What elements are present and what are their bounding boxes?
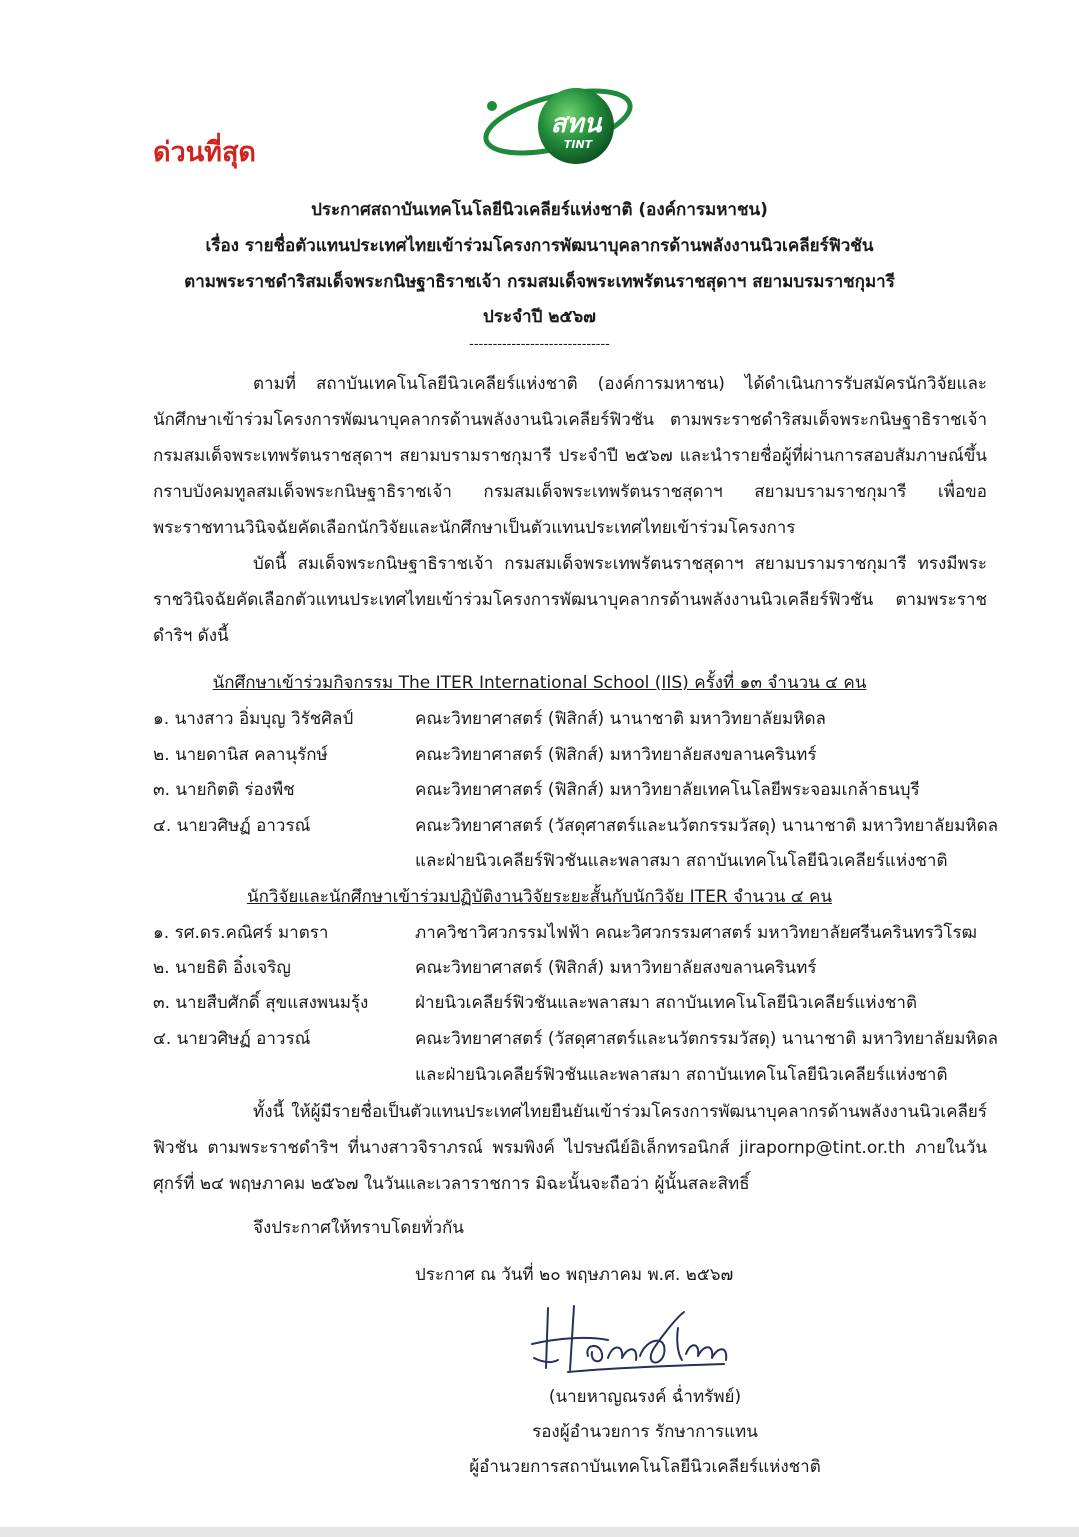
- tint-logo: [478, 80, 638, 170]
- group2-member: ๔. นายวศิษฏ์ อาวรณ์ คณะวิทยาศาสตร์ (วัสดุศาสตร์และนวัตกรรมวัสดุ) นานาชาติ มหาวิทยาลัยมหิดล: [153, 1029, 999, 1049]
- header-line-2: เรื่อง รายชื่อตัวแทนประเทศไทยเข้าร่วมโครงการพัฒนาบุคลากรด้านพลังงานนิวเคลียร์ฟิวชัน: [205, 236, 874, 256]
- announce-date: ประกาศ ณ วันที่ ๒๐ พฤษภาคม พ.ศ. ๒๕๖๗: [415, 1265, 734, 1285]
- announce-line: จึงประกาศให้ทราบโดยทั่วกัน: [253, 1218, 464, 1238]
- body-paragraph-2: บัดนี้ สมเด็จพระกนิษฐาธิราชเจ้า กรมสมเด็จพระเทพรัตนราชสุดาฯ สยามบรามราชกุมารี ทรงมีพระราชวินิจฉัยคัดเลือกตัวแทนประเทศไทยเข้าร่วมโครงการพัฒนาบุคลากรด้านพลังงานนิวเคลียร์ฟิวชัน ตามพระราชดำริฯ ดังนี้: [153, 554, 987, 646]
- header-line-3: ตามพระราชดำริสมเด็จพระกนิษฐาธิราชเจ้า กรมสมเด็จพระเทพรัตนราชสุดาฯ สยามบรมราชกุมารี: [184, 272, 895, 292]
- signature-image: [528, 1298, 738, 1384]
- group1-member: ๑. นางสาว อิ่มบุญ วิรัชศิลป์ คณะวิทยาศาสตร์ (ฟิสิกส์) นานาชาติ มหาวิทยาลัยมหิดล: [153, 709, 826, 729]
- page-bottom-edge: [0, 1527, 1079, 1537]
- header-divider: ------------------------------: [469, 337, 610, 352]
- group1-title: นักศึกษาเข้าร่วมกิจกรรม The ITER International School (IIS) ครั้งที่ ๑๓ จำนวน ๔ คน: [212, 673, 867, 693]
- header-line-1: ประกาศสถาบันเทคโนโลยีนิวเคลียร์แห่งชาติ (องค์การมหาชน): [311, 200, 768, 220]
- body-paragraph-1: ตามที่ สถาบันเทคโนโลยีนิวเคลียร์แห่งชาติ (องค์การมหาชน) ได้ดำเนินการรับสมัครนักวิจัยและนักศึกษาเข้าร่วมโครงการพัฒนาบุคลากรด้านพลังงานนิวเคลียร์ฟิวชัน ตามพระราชดำริสมเด็จพระกนิษฐาธิราชเจ้า กรมสมเด็จพระเทพรัตนราชสุดาฯ สยามบรามราชกุมารี ประจำปี ๒๕๖๗ และนำรายชื่อผู้ที่ผ่านการสอบสัมภาษณ์ขึ้นกราบบังคมทูลสมเด็จพระกนิษฐาธิราชเจ้า กรมสมเด็จพระเทพรัตนราชสุดาฯ สยามบรามราชกุมารี เพื่อขอพระราชทานวินิจฉัยคัดเลือกนักวิจัยและนักศึกษาเป็นตัวแทนประเทศไทยเข้าร่วมโครงการ: [153, 374, 987, 538]
- logo-english-text: TINT: [563, 138, 593, 151]
- header-line-4: ประจำปี ๒๕๖๗: [483, 307, 596, 327]
- group1-member-affiliation-cont: และฝ่ายนิวเคลียร์ฟิวชันและพลาสมา สถาบันเทคโนโลยีนิวเคลียร์แห่งชาติ: [415, 851, 948, 871]
- group2-title: นักวิจัยและนักศึกษาเข้าร่วมปฏิบัติงานวิจัยระยะสั้นกับนักวิจัย ITER จำนวน ๔ คน: [246, 887, 832, 907]
- group1-member: ๓. นายกิตติ ร่องพืช คณะวิทยาศาสตร์ (ฟิสิกส์) มหาวิทยาลัยเทคโนโลยีพระจอมเกล้าธนบุรี: [153, 780, 920, 800]
- logo-thai-text: สทน: [550, 109, 602, 139]
- signatory-title-2: ผู้อำนวยการสถาบันเทคโนโลยีนิวเคลียร์แห่งชาติ: [469, 1457, 821, 1477]
- group2-member: ๒. นายธิติ อิ๋งเจริญ คณะวิทยาศาสตร์ (ฟิสิกส์) มหาวิทยาลัยสงขลานครินทร์: [153, 958, 817, 978]
- group2-member-affiliation-cont: และฝ่ายนิวเคลียร์ฟิวชันและพลาสมา สถาบันเทคโนโลยีนิวเคลียร์แห่งชาติ: [415, 1065, 948, 1085]
- group2-member: ๑. รศ.ดร.คณิศร์ มาตรา ภาควิชาวิศวกรรมไฟฟ้า คณะวิศวกรรมศาสตร์ มหาวิทยาลัยศรีนครินทรวิโรฒ: [153, 923, 977, 943]
- urgent-label: ด่วนที่สุด: [153, 137, 256, 168]
- closing-paragraph: ทั้งนี้ ให้ผู้มีรายชื่อเป็นตัวแทนประเทศไทยยืนยันเข้าร่วมโครงการพัฒนาบุคลากรด้านพลังงานนิวเคลียร์ฟิวชัน ตามพระราชดำริฯ ที่นางสาวจิราภรณ์ พรมพิงค์ ไปรษณีย์อิเล็กทรอนิกส์ jirapornp@tint.or.th ภายในวันศุกร์ที่ ๒๔ พฤษภาคม ๒๕๖๗ ในวันและเวลาราชการ มิฉะนั้นจะถือว่า ผู้นั้นสละสิทธิ์: [153, 1102, 987, 1194]
- group1-member: ๒. นายดานิส คลานุรักษ์ คณะวิทยาศาสตร์ (ฟิสิกส์) มหาวิทยาลัยสงขลานครินทร์: [153, 745, 817, 765]
- group2-member: ๓. นายสืบศักดิ์ สุขแสงพนมรุ้ง ฝ่ายนิวเคลียร์ฟิวชันและพลาสมา สถาบันเทคโนโลยีนิวเคลียร์แห่งชาติ: [153, 993, 917, 1013]
- signatory-title-1: รองผู้อำนวยการ รักษาการแทน: [532, 1422, 758, 1442]
- group1-member: ๔. นายวศิษฏ์ อาวรณ์ คณะวิทยาศาสตร์ (วัสดุศาสตร์และนวัตกรรมวัสดุ) นานาชาติ มหาวิทยาลัยมหิดล: [153, 816, 999, 836]
- signatory-name: (นายหาญณรงค์ ฉ่ำทรัพย์): [548, 1387, 742, 1407]
